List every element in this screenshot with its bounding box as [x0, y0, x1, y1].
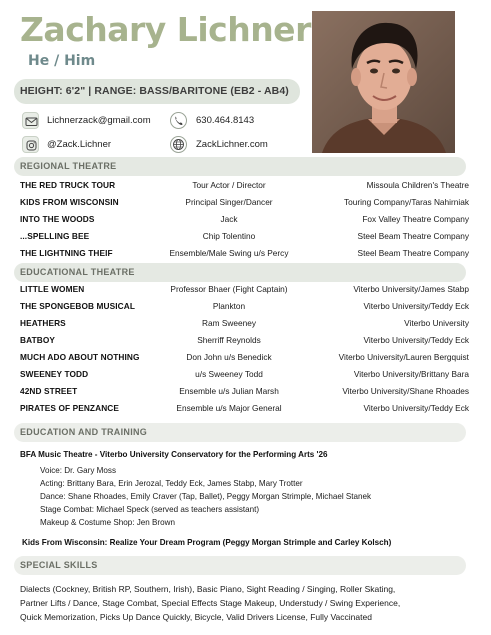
show-title: THE LIGHTNING THEIF [20, 248, 113, 258]
table-row [0, 298, 491, 315]
show-title: PIRATES OF PENZANCE [20, 403, 120, 413]
section-special-skills: SPECIAL SKILLS [14, 556, 466, 575]
company: Viterbo University/Lauren Bergquist [338, 352, 469, 362]
role: Sherriff Reynolds [197, 335, 261, 345]
training-line: Acting: Brittany Bara, Erin Jerozal, Teddy Eck, James Stabp, Mary Trotter [40, 479, 303, 488]
company: Touring Company/Taras Nahirniak [344, 197, 469, 207]
show-title: LITTLE WOMEN [20, 284, 85, 294]
website-link[interactable]: ZackLichner.com [196, 139, 268, 150]
globe-icon [170, 136, 187, 153]
company: Viterbo University/Teddy Eck [363, 403, 469, 413]
role: Chip Tolentino [202, 231, 256, 241]
show-title: HEATHERS [20, 318, 66, 328]
show-title: ...SPELLING BEE [20, 231, 90, 241]
height-range-bar: HEIGHT: 6'2" | RANGE: BASS/BARITONE (EB2 - AB4) [14, 79, 300, 104]
skills-line: Dialects (Cockney, British RP, Southern, Irish), Basic Piano, Sight Reading / Singing, Roller Skating, [20, 584, 396, 594]
role: Ensemble u/s Major General [176, 403, 282, 413]
role: Tour Actor / Director [192, 180, 266, 190]
table-row [0, 332, 491, 349]
program-line: Kids From Wisconsin: Realize Your Dream Program (Peggy Morgan Strimple and Carley Kolsch) [22, 538, 392, 547]
email-link[interactable]: Lichnerzack@gmail.com [47, 115, 151, 126]
role: Ram Sweeney [202, 318, 256, 328]
degree-line: BFA Music Theatre - Viterbo University Conservatory for the Performing Arts '26 [20, 450, 328, 459]
show-title: BATBOY [20, 335, 56, 345]
table-row [0, 177, 491, 194]
company: Viterbo University/Teddy Eck [363, 335, 469, 345]
company: Viterbo University/James Stabp [353, 284, 469, 294]
table-row [0, 228, 491, 245]
skills-line: Partner Lifts / Dance, Stage Combat, Special Effects Stage Makeup, Understudy / Swing Experience, [20, 598, 401, 608]
phone-icon [170, 112, 187, 129]
company: Missoula Children's Theatre [366, 180, 469, 190]
role: Professor Bhaer (Fight Captain) [170, 284, 288, 294]
role: Plankton [212, 301, 246, 311]
skills-line: Quick Memorization, Picks Up Dance Quickly, Bicycle, Valid Drivers License, Fully Vaccinated [20, 612, 372, 622]
table-row [0, 281, 491, 298]
role: Principal Singer/Dancer [185, 197, 273, 207]
mail-icon [22, 112, 39, 129]
table-row [0, 211, 491, 228]
company: Viterbo University [404, 318, 469, 328]
role: u/s Sweeney Todd [195, 369, 263, 379]
table-row [0, 245, 491, 262]
show-title: KIDS FROM WISCONSIN [20, 197, 119, 207]
table-row [0, 315, 491, 332]
training-line: Makeup & Costume Shop: Jen Brown [40, 518, 175, 527]
company: Viterbo University/Brittany Bara [353, 369, 469, 379]
show-title: 42ND STREET [20, 386, 78, 396]
company: Viterbo University/Shane Rhoades [342, 386, 469, 396]
pronouns: He / Him [28, 53, 96, 69]
show-title: INTO THE WOODS [20, 214, 95, 224]
table-row [0, 349, 491, 366]
resume-name: Zachary Lichner [20, 10, 311, 49]
instagram-handle[interactable]: @Zack.Lichner [47, 139, 112, 150]
section-education-training: EDUCATION AND TRAINING [14, 423, 466, 442]
section-regional-theatre: REGIONAL THEATRE [14, 157, 466, 176]
company: Steel Beam Theatre Company [357, 231, 469, 241]
role: Don John u/s Benedick [186, 352, 272, 362]
show-title: MUCH ADO ABOUT NOTHING [20, 352, 140, 362]
phone-number[interactable]: 630.464.8143 [196, 115, 255, 126]
table-row [0, 383, 491, 400]
table-row [0, 400, 491, 417]
show-title: THE SPONGEBOB MUSICAL [20, 301, 136, 311]
role: Ensemble u/s Julian Marsh [179, 386, 279, 396]
show-title: SWEENEY TODD [20, 369, 89, 379]
training-line: Voice: Dr. Gary Moss [40, 466, 117, 475]
section-educational-theatre: EDUCATIONAL THEATRE [14, 263, 466, 282]
headshot-photo [312, 11, 455, 153]
training-line: Dance: Shane Rhoades, Emily Craver (Tap, Ballet), Peggy Morgan Strimple, Michael Stanek [40, 492, 372, 501]
role: Jack [220, 214, 238, 224]
table-row [0, 194, 491, 211]
instagram-icon [22, 136, 39, 153]
table-row [0, 366, 491, 383]
role: Ensemble/Male Swing u/s Percy [169, 248, 289, 258]
company: Viterbo University/Teddy Eck [363, 301, 469, 311]
show-title: THE RED TRUCK TOUR [20, 180, 116, 190]
company: Steel Beam Theatre Company [357, 248, 469, 258]
training-line: Stage Combat: Michael Speck (served as teachers assistant) [40, 505, 260, 514]
company: Fox Valley Theatre Company [362, 214, 469, 224]
